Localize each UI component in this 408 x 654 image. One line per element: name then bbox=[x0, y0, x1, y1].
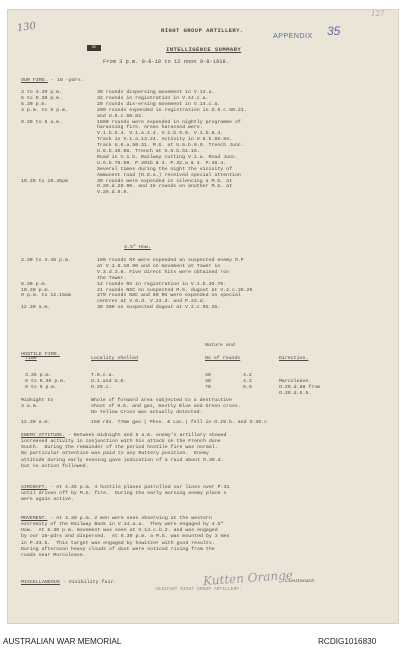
our-fire-time: 5 to 5.30 p.m. bbox=[21, 95, 63, 101]
paragraph-line bbox=[21, 497, 229, 503]
our-fire-text: and U.6.c.50.82. bbox=[97, 113, 144, 119]
paragraph-aircraft bbox=[21, 485, 229, 503]
our-fire-text: U.6.b.45.68. Trench at U.6.b.51.16. bbox=[97, 149, 200, 154]
paragraph-text: attitude during early evening gave indication of a raid about O.30.d. bbox=[21, 457, 224, 463]
hostile-time: 3.35 p.m. bbox=[25, 373, 52, 378]
our-fire-time: 4 p.m. to 5 p.m. bbox=[21, 107, 68, 113]
archive-name: AUSTRALIAN WAR MEMORIAL bbox=[3, 637, 122, 646]
our-fire-text: V.1.b.5.4. V.1.a.4.4. V.1.b.9.8. V.1.b.8.4. bbox=[97, 131, 224, 137]
hostile-note-time: Midnight to bbox=[21, 398, 54, 403]
howitzer-text: the Tower. bbox=[97, 275, 127, 281]
howitzer-time: 10.30 p.m. bbox=[21, 287, 51, 293]
miscellaneous-text: - Visibility fair. bbox=[62, 580, 117, 585]
col-direction: Direction. bbox=[279, 356, 309, 361]
howitzer-text: 21 rounds NSC on suspected M.G. dugout at V.2.c.25.25 bbox=[97, 287, 253, 293]
paragraph-text: increased activity in conjunction with his attack on the French dune bbox=[21, 439, 221, 445]
paragraph-text: extremity of the Railway Bank in V.14.a.a. They were engaged by 4.5" bbox=[21, 522, 224, 528]
paragraph-text: until driven off by M.G. fire. During the early morning enemy plane s bbox=[21, 491, 227, 497]
signatory-title: ADJUTANT RIGHT GROUP ARTILLERY. bbox=[155, 587, 243, 592]
appendix-label: APPENDIX bbox=[273, 31, 313, 40]
our-fire-text: Several times during the night the vicinity of bbox=[97, 166, 233, 172]
our-fire-text: 1500 rounds were expended in nightly programme of bbox=[97, 119, 241, 125]
our-fire-text: Ammunent road (O.8.a.) received special attention bbox=[97, 172, 241, 178]
hostile-rounds: 70 bbox=[205, 384, 211, 390]
margin-note-faint: 127 bbox=[371, 10, 385, 18]
hostile-locality: O.29.c. bbox=[91, 384, 112, 390]
our-fire-text: V.26.d.9.9. bbox=[97, 190, 130, 196]
hostile-rounds: 40 bbox=[205, 378, 211, 384]
our-fire-text: Track U.6.a.50.31. M.G. at U.6.b.9.9. Trench Junc. bbox=[97, 143, 244, 149]
header-stamp: SE bbox=[87, 45, 101, 51]
period: From 3 p.m. 8-8-18 to 12 noon 9-8-1918. bbox=[103, 59, 229, 65]
our-fire-text: O.29.d.20.90. and 15 rounds on another M.G. at bbox=[97, 184, 233, 190]
paragraph-text: in P.33.b. This target was engaged by howitzer with good results. bbox=[21, 540, 215, 546]
hostile-note-text: No Yellow Cross was actually detected. bbox=[91, 409, 203, 415]
our-fire-text: 200 rounds expended in registration in O.6.c.50.21. bbox=[97, 107, 247, 113]
paragraph-label: AIRCRAFT. bbox=[21, 485, 48, 490]
signature: Kutten Orange bbox=[202, 567, 294, 589]
col-time: Time bbox=[25, 356, 37, 361]
our-fire-time: 5.30 p.m. bbox=[21, 101, 48, 107]
unit-name: RIGHT GROUP ARTILLERY. bbox=[161, 27, 244, 34]
our-fire-time: 10.30 to 10.45pm bbox=[21, 178, 68, 184]
appendix-number: 35 bbox=[327, 24, 341, 38]
paragraph-movement bbox=[21, 516, 229, 559]
our-fire-text: 32 rounds in registration in V.14.c.a. bbox=[97, 95, 209, 101]
hostile-note-text: Whole of forward area subjected to a destructive bbox=[91, 398, 232, 403]
our-fire-heading bbox=[21, 78, 84, 84]
paragraph-text: No particular attention was paid to any Battery position. Enemy bbox=[21, 451, 209, 457]
howitzer-heading: 4.5" How. bbox=[124, 245, 151, 250]
our-fire-text: 20 rounds dis-ersing movement in V.14.c.a. bbox=[97, 101, 221, 107]
hostile-note-time: 12.30 a.m. bbox=[21, 419, 51, 425]
our-fire-text: 30 rounds were expended in silencing a M.G. at bbox=[97, 178, 233, 184]
hostile-direction: O.29.d.80 from bbox=[279, 384, 321, 390]
hostile-nature: 4.2 bbox=[243, 378, 252, 384]
paragraph-text: roads near Morcoleave. bbox=[21, 552, 86, 558]
hostile-fire-heading: HOSTILE FIRE. bbox=[21, 352, 60, 357]
hostile-time: 6 to 6.30 p.m. bbox=[25, 378, 67, 384]
howitzer-time: 12.30 a.m. bbox=[21, 305, 51, 311]
archive-footer bbox=[0, 630, 408, 654]
paragraph-line bbox=[21, 553, 229, 559]
howitzer-text: centres at V.6.d. V.23.d. and P.23.d. bbox=[97, 299, 206, 305]
hostile-nature: 4.2 bbox=[243, 373, 252, 378]
miscellaneous-label: MISCELLANEOUS bbox=[21, 580, 60, 585]
hostile-nature: 5.9 bbox=[243, 384, 252, 390]
howitzer-time: 9 p.m. to 12.15am bbox=[21, 293, 71, 299]
paragraph-text: but no action followed. bbox=[21, 463, 89, 469]
paragraph-text: - At 4.30 p.m. 2 men were seen observing at the western bbox=[50, 516, 212, 521]
paragraph-text: - At 4.45 p.m. 4 hostile planes patrolled our lines over P.31 bbox=[50, 485, 230, 490]
hostile-time: 8 to 9 p.m. bbox=[25, 384, 58, 390]
document-title: INTELLIGENCE SUMMARY bbox=[166, 46, 242, 53]
our-fire-text: Track in V.1.a.13.24. Activity in U.6.b.85.84. bbox=[97, 137, 233, 143]
howitzer-text: V.3.d.3.8. Five direct hits were obtained !on bbox=[97, 269, 230, 275]
archive-reference: RCDIG1016830 bbox=[318, 637, 377, 646]
howitzer-text: 100 rounds RX were expended an suspected enemy O.P bbox=[97, 258, 244, 263]
miscellaneous-line bbox=[21, 580, 117, 586]
our-fire-text: U.6.b.70.50. P.301b & 4. P.32.a & 4. P.38.4. bbox=[97, 160, 227, 166]
paragraph-line bbox=[21, 464, 226, 470]
hostile-note-time: 3 a.m. bbox=[21, 403, 39, 409]
paragraph-label: MOVEMENT. bbox=[21, 516, 48, 521]
our-fire-text: 30 rounds dispersing movement in V.14.a. bbox=[97, 90, 215, 95]
paragraph-enemy-attitude bbox=[21, 433, 226, 470]
hostile-rounds: 40 bbox=[205, 373, 211, 378]
hostile-note-text: 150 rds. 77mm gas ( Phos. & Lac.) fell in O.29.b. and O.30.c bbox=[91, 419, 268, 425]
hostile-locality: T.6.c.a. bbox=[91, 373, 115, 378]
hostile-direction: O.29.d.5.5. bbox=[279, 390, 312, 396]
document-page bbox=[7, 9, 399, 624]
col-nature-line2: No of rounds bbox=[205, 356, 241, 361]
paragraph-text: by our 18-pdrs and dispersed. At 6.30 p.m. a M.G. was mounted by 3 men bbox=[21, 534, 230, 540]
howitzer-text: 270 rounds NSC and 60 RX were expended on special bbox=[97, 293, 241, 299]
paragraph-label: ENEMY ATTITUDE. bbox=[21, 433, 66, 438]
our-fire-time: 9.30 to 5 a.m. bbox=[21, 119, 63, 125]
hostile-direction: Marcoleave. bbox=[279, 378, 312, 384]
howitzer-time: 2.30 to 3.45 p.m. bbox=[21, 258, 71, 263]
our-fire-text: Road in V.1.b. Railway cutting V.1.a. Road Junc. bbox=[97, 154, 238, 160]
margin-note-top-left: 130 bbox=[16, 20, 37, 35]
our-fire-sub: - 18 -pdrs. bbox=[50, 78, 84, 83]
hostile-locality: U.1.and U.6. bbox=[91, 378, 127, 384]
our-fire-label: OUR FIRE. bbox=[21, 78, 48, 83]
howitzer-time: 6.30 p.m. bbox=[21, 281, 48, 287]
our-fire-time: 3 to 3.30 p.m. bbox=[21, 90, 63, 95]
col-nature-line1: Nature and bbox=[205, 343, 235, 348]
paragraph-text: were again active. bbox=[21, 497, 74, 503]
signatory-rank: Lieutenant bbox=[285, 579, 315, 584]
our-fire-text: harassing fire. Areas harassed were. bbox=[97, 125, 203, 131]
paragraph-text: South. During the remainder of the period hostile fire was normal. bbox=[21, 445, 218, 451]
howitzer-text: at V.1.8.10.90 and on movement at Tower in bbox=[97, 263, 221, 269]
col-locality: Locality shelled bbox=[91, 356, 138, 361]
howitzer-text: 12 rounds RX in registration in V.1.b.30.70. bbox=[97, 281, 227, 287]
howitzer-text: 30 300 on suspected dugout at V.2.c.05.25. bbox=[97, 305, 221, 311]
paragraph-text: During afternoon heavy clouds of dust were noticed rising from the bbox=[21, 546, 215, 552]
paragraph-text: - Between midnight and 5 a.m. enemy's artillery showed bbox=[67, 433, 227, 438]
hostile-note-text: shoot of H.E. and gas, mostly Blue and Green cross. bbox=[91, 403, 241, 409]
paragraph-text: How. At 5.30 p.m. movement was seen at V.14.c.b.2. and was engaged bbox=[21, 528, 218, 534]
